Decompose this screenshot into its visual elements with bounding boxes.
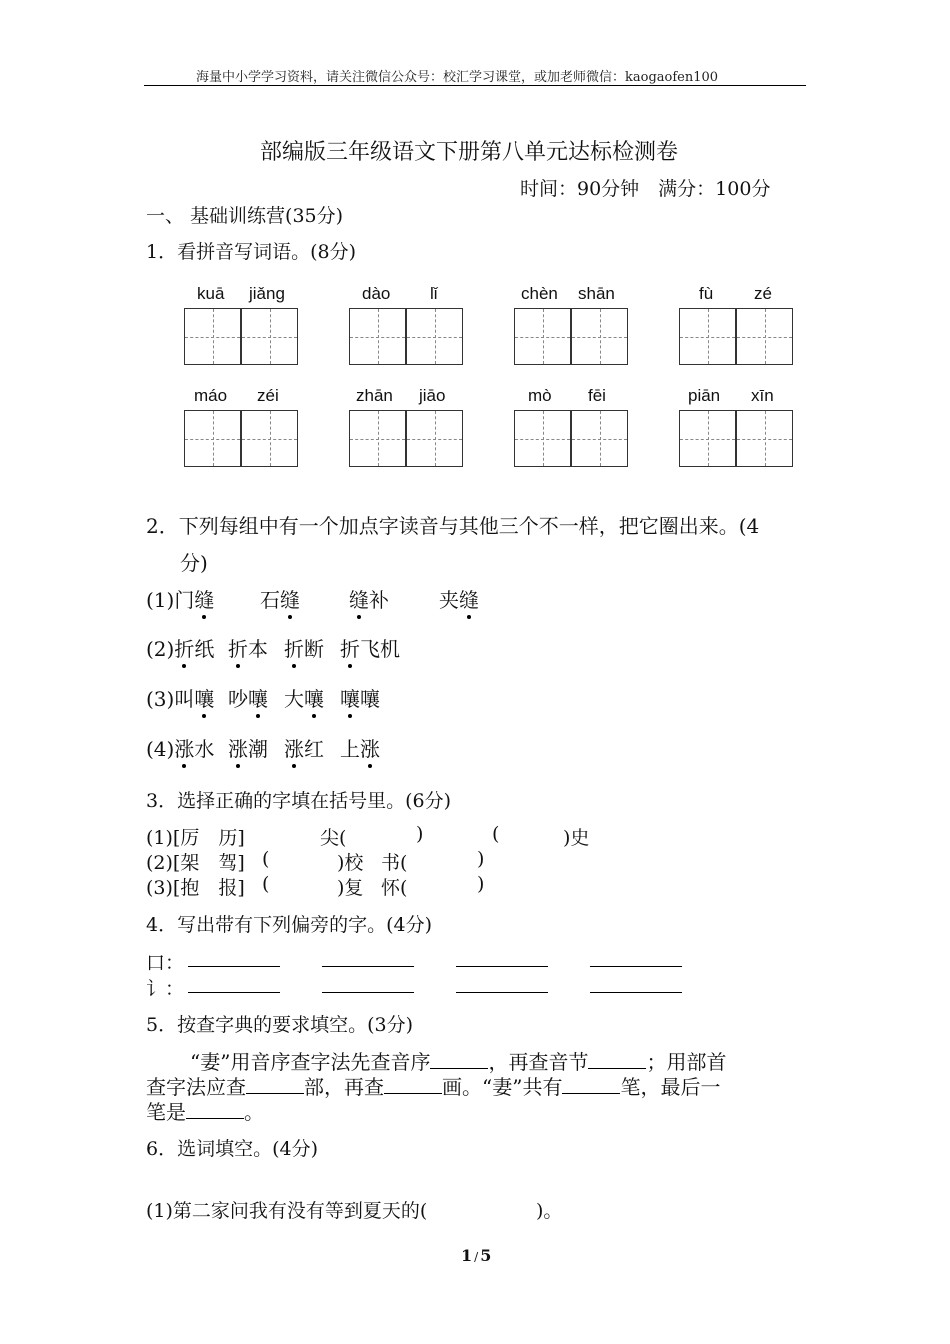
q5-line-3: 笔是 。 (146, 1100, 264, 1124)
q3-blank-a-close: )校 (337, 852, 364, 874)
item-number: (3) (146, 687, 175, 711)
dotted-char[interactable]: 涨 (228, 733, 248, 762)
pinyin: shān (578, 284, 615, 303)
q3-options: (3)[抱 报] (146, 877, 245, 899)
header-text: 海量中小学学习资料，请关注微信公众号：校汇学习课堂，或加老师微信：kaogaofen100 (196, 70, 719, 85)
q2-word: 上涨 (340, 733, 380, 762)
pinyin: zéi (257, 386, 279, 405)
q6-item-1-close: )。 (536, 1200, 563, 1222)
pinyin: xīn (751, 386, 774, 405)
dotted-char[interactable]: 缝 (459, 584, 479, 613)
dotted-char[interactable]: 缝 (194, 584, 214, 613)
dotted-char[interactable]: 涨 (174, 733, 194, 762)
q2-group-3: (3)叫嚷 (146, 683, 214, 712)
answer-blank[interactable] (384, 1075, 442, 1094)
q3-title: 3．选择正确的字填在括号里。(6分) (146, 790, 452, 812)
dotted-char[interactable]: 嚷 (194, 683, 214, 712)
writing-box[interactable] (571, 308, 628, 365)
pinyin: chèn (521, 284, 558, 303)
exam-info: 时间：90分钟 满分：100分 (520, 178, 771, 200)
pinyin: zhān (356, 386, 393, 405)
writing-box[interactable] (241, 308, 298, 365)
q2-group-1: (1)门缝 (146, 584, 214, 613)
answer-line[interactable] (188, 974, 280, 997)
q3-options: (2)[架 驾] (146, 852, 245, 874)
q4-radical: 讠： (146, 978, 185, 1000)
dotted-char[interactable]: 折 (174, 633, 194, 662)
item-number: (4) (146, 737, 175, 761)
q3-blank-a-open[interactable]: ( (262, 848, 270, 870)
dotted-char[interactable]: 嚷 (304, 683, 324, 712)
writing-box[interactable] (679, 308, 736, 365)
dotted-char[interactable]: 缝 (349, 584, 369, 613)
q3-blank-b-open[interactable]: ( (492, 823, 500, 845)
q3-blank-b-close: )史 (563, 827, 590, 849)
writing-box[interactable] (349, 308, 406, 365)
q2-group-2: (2)折纸 (146, 633, 214, 662)
dotted-char[interactable]: 折 (228, 633, 248, 662)
q2-word: 折断 (284, 633, 324, 662)
q2-word: 石缝 (260, 584, 300, 613)
writing-box[interactable] (184, 410, 241, 467)
pinyin: kuā (197, 284, 225, 303)
q2-word: 涨红 (284, 733, 324, 762)
section-title: 一、 基础训练营(35分) (146, 205, 344, 227)
pinyin: jiāo (419, 386, 446, 405)
pinyin: piān (688, 386, 721, 405)
writing-box[interactable] (241, 410, 298, 467)
q6-title: 6．选词填空。(4分) (146, 1138, 319, 1160)
q3-blank-b-open[interactable]: 怀( (381, 877, 408, 899)
writing-box[interactable] (679, 410, 736, 467)
answer-line[interactable] (456, 948, 548, 971)
answer-line[interactable] (322, 948, 414, 971)
writing-box[interactable] (514, 410, 571, 467)
q2-group-4: (4)涨水 (146, 733, 214, 762)
q2-word: 折本 (228, 633, 268, 662)
answer-line[interactable] (456, 974, 548, 997)
pinyin: fù (699, 284, 714, 303)
dotted-char[interactable]: 折 (340, 633, 360, 662)
dotted-char[interactable]: 嚷 (340, 683, 360, 712)
q6-item-1: (1)第二家问我有没有等到夏天的( (146, 1200, 428, 1222)
pinyin: mò (528, 386, 552, 405)
writing-box[interactable] (406, 308, 463, 365)
writing-box[interactable] (736, 308, 793, 365)
pinyin: zé (754, 284, 772, 303)
q2-word: 折飞机 (340, 633, 400, 662)
q3-blank-b-close: ) (477, 873, 485, 895)
page-number: 1 / 5 (461, 1246, 492, 1265)
header-divider (144, 85, 806, 86)
answer-blank[interactable] (562, 1075, 620, 1094)
answer-line[interactable] (590, 948, 682, 971)
q3-blank-b-open[interactable]: 书( (381, 852, 408, 874)
q3-blank-a-close: )复 (337, 877, 364, 899)
q2-word: 夹缝 (439, 584, 479, 613)
pinyin: lǐ (430, 284, 438, 303)
q3-blank-a-close: ) (416, 823, 424, 845)
page-title: 部编版三年级语文下册第八单元达标检测卷 (260, 140, 679, 165)
answer-blank[interactable] (186, 1100, 244, 1119)
dotted-char[interactable]: 折 (284, 633, 304, 662)
q2-word: 吵嚷 (228, 683, 268, 712)
answer-line[interactable] (188, 948, 280, 971)
answer-blank[interactable] (246, 1075, 304, 1094)
q3-blank-a-open[interactable]: ( (262, 873, 270, 895)
q2-word: 缝补 (349, 584, 389, 613)
writing-box[interactable] (571, 410, 628, 467)
item-number: (1) (146, 588, 175, 612)
writing-box[interactable] (349, 410, 406, 467)
q4-title: 4．写出带有下列偏旁的字。(4分) (146, 914, 433, 936)
q5-line-2: 查字法应查 部，再查 画。“妻”共有 笔，最后一 (146, 1075, 721, 1099)
q5-line-1: “妻”用音序查字法先查音序 ，再查音节 ；用部首 (190, 1050, 727, 1074)
q2-word: 涨潮 (228, 733, 268, 762)
dotted-char[interactable]: 嚷 (248, 683, 268, 712)
q2-word: 嚷嚷 (340, 683, 380, 712)
pinyin: fēi (588, 386, 606, 405)
dotted-char[interactable]: 涨 (284, 733, 304, 762)
pinyin: máo (194, 386, 228, 405)
q4-radical: 口： (146, 952, 185, 974)
writing-box[interactable] (736, 410, 793, 467)
answer-blank[interactable] (430, 1050, 488, 1069)
dotted-char[interactable]: 涨 (360, 733, 380, 762)
q3-blank-b-close: ) (477, 848, 485, 870)
answer-line[interactable] (322, 974, 414, 997)
writing-box[interactable] (514, 308, 571, 365)
writing-box[interactable] (406, 410, 463, 467)
writing-box[interactable] (184, 308, 241, 365)
q5-title: 5．按查字典的要求填空。(3分) (146, 1014, 414, 1036)
q3-options: (1)[厉 历] (146, 827, 245, 849)
pinyin: jiǎng (249, 284, 285, 303)
answer-blank[interactable] (588, 1050, 646, 1069)
item-number: (2) (146, 637, 175, 661)
dotted-char[interactable]: 缝 (280, 584, 300, 613)
q1-title: 1．看拼音写词语。(8分) (146, 241, 357, 263)
q2-title-cont: 分) (180, 551, 208, 575)
answer-line[interactable] (590, 974, 682, 997)
q2-word: 大嚷 (284, 683, 324, 712)
q3-blank-a-open[interactable]: 尖( (320, 827, 347, 849)
pinyin: dào (362, 284, 391, 303)
q2-title: 2．下列每组中有一个加点字读音与其他三个不一样，把它圈出来。(4 (146, 514, 760, 538)
